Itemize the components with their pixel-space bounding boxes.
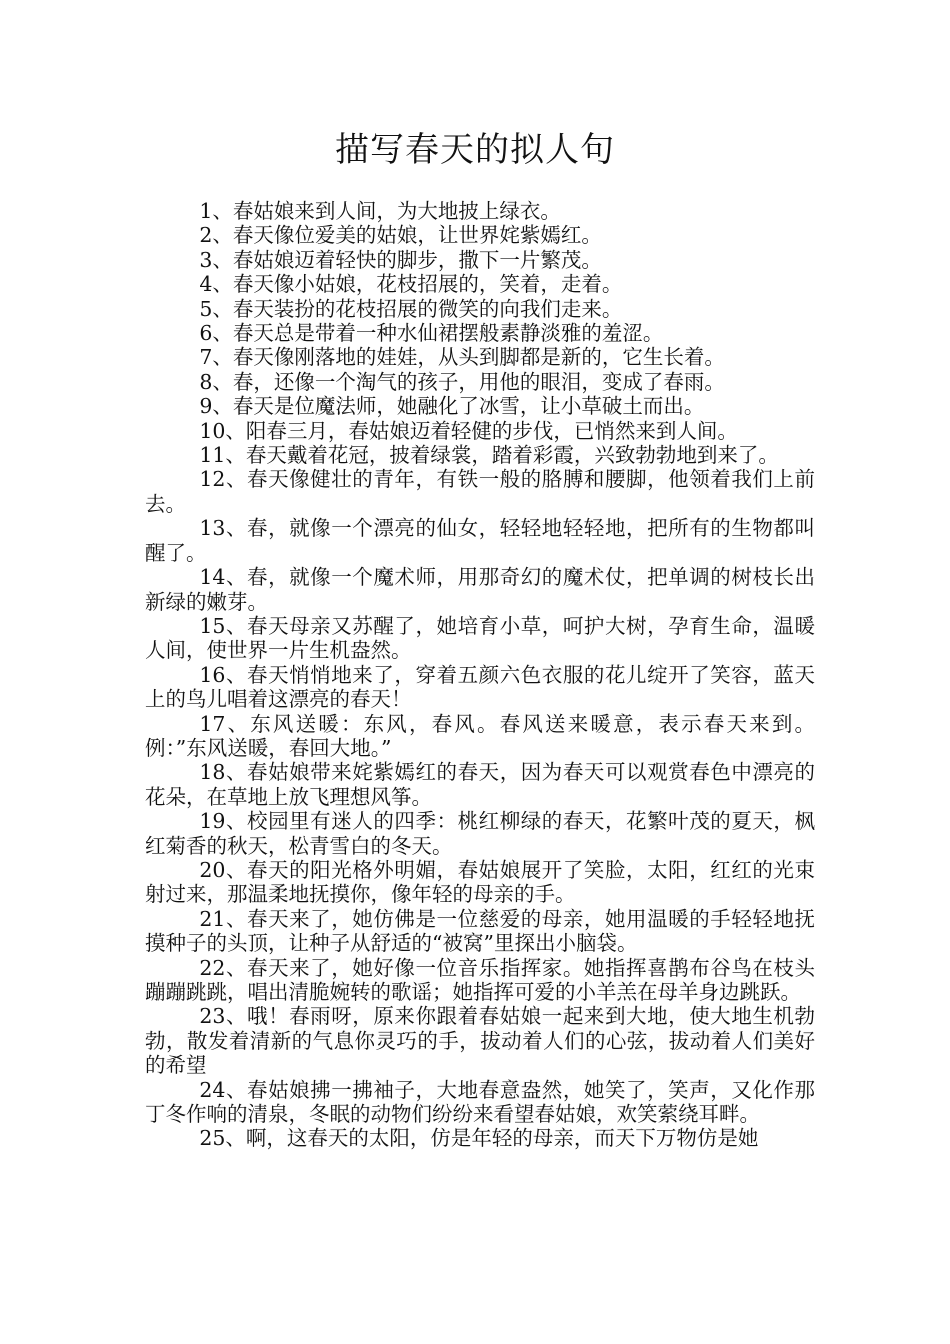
paragraph-18: 18、春姑娘带来姹紫嫣红的春天，因为春天可以观赏春色中漂亮的花朵，在草地上放飞理想风筝。 — [145, 760, 815, 809]
paragraph-13: 13、春，就像一个漂亮的仙女，轻轻地轻轻地，把所有的生物都叫醒了。 — [145, 516, 815, 565]
paragraph-16: 16、春天悄悄地来了，穿着五颜六色衣服的花儿绽开了笑容，蓝天上的鸟儿唱着这漂亮的春天！ — [145, 662, 815, 712]
paragraph-11: 11、春天戴着花冠，披着绿裳，踏着彩霞，兴致勃勃地到来了。 — [199, 443, 779, 468]
paragraph-23: 23、哦！春雨呀，原来你跟着春姑娘一起来到大地，使大地生机勃勃，散发着清新的气息你灵巧的手，拔动着人们的心弦，拔动着人们美好的希望 — [145, 1004, 815, 1078]
paragraph-7: 7、春天像刚落地的娃娃，从头到脚都是新的，它生长着。 — [199, 345, 725, 370]
paragraph-2: 2、春天像位爱美的姑娘，让世界姹紫嫣红。 — [199, 223, 602, 248]
paragraph-4: 4、春天像小姑娘，花枝招展的，笑着，走着。 — [199, 272, 623, 297]
paragraph-22: 22、春天来了，她好像一位音乐指挥家。她指挥喜鹊布谷鸟在枝头蹦蹦跳跳，唱出清脆婉转的歌谣；她指挥可爱的小羊羔在母羊身边跳跃。 — [145, 955, 815, 1004]
paragraph-24: 24、春姑娘拂一拂袖子，大地春意盎然，她笑了，笑声，又化作那丁冬作响的清泉，冬眠的动物们纷纷来看望春姑娘，欢笑萦绕耳畔。 — [145, 1077, 815, 1127]
page-title: 描写春天的拟人句 — [335, 130, 615, 170]
paragraph-14: 14、春，就像一个魔术师，用那奇幻的魔术仗，把单调的树枝长出新绿的嫩芽。 — [145, 565, 815, 614]
paragraph-20: 20、春天的阳光格外明媚，春姑娘展开了笑脸，太阳，红红的光束射过来，那温柔地抚摸你，像年轻的母亲的手。 — [145, 857, 815, 907]
paragraph-15: 15、春天母亲又苏醒了，她培育小草，呵护大树，孕育生命，温暖人间，使世界一片生机盎然。 — [145, 613, 815, 663]
paragraph-3: 3、春姑娘迈着轻快的脚步，撒下一片繁茂。 — [199, 247, 602, 272]
paragraph-10: 10、阳春三月，春姑娘迈着轻健的步伐，已悄然来到人间。 — [199, 418, 738, 443]
paragraph-17: 17、东风送暖：东风，春风。春风送来暖意，表示春天来到。例：”东风送暖，春回大地。” — [145, 711, 815, 760]
paragraph-21: 21、春天来了，她仿佛是一位慈爱的母亲，她用温暖的手轻轻地抚摸种子的头顶，让种子从舒适的“被窝”里探出小脑袋。 — [145, 906, 815, 956]
paragraph-8: 8、春，还像一个淘气的孩子，用他的眼泪，变成了春雨。 — [199, 369, 725, 394]
paragraph-1: 1、春姑娘来到人间，为大地披上绿衣。 — [199, 199, 561, 223]
paragraph-19: 19、校园里有迷人的四季：桃红柳绿的春天，花繁叶茂的夏天，枫红菊香的秋天，松青雪白的冬天。 — [145, 809, 815, 858]
paragraph-12: 12、春天像健壮的青年，有铁一般的胳膊和腰脚，他领着我们上前去。 — [145, 467, 815, 516]
paragraph-9: 9、春天是位魔法师，她融化了冰雪，让小草破土而出。 — [199, 394, 705, 419]
paragraph-6: 6、春天总是带着一种水仙裙摆般素静淡雅的羞涩。 — [199, 321, 664, 346]
paragraph-5: 5、春天装扮的花枝招展的微笑的向我们走来。 — [199, 296, 623, 321]
paragraph-25: 25、啊，这春天的太阳，仿是年轻的母亲，而天下万物仿是她 — [199, 1126, 759, 1151]
document-body — [145, 199, 815, 1151]
